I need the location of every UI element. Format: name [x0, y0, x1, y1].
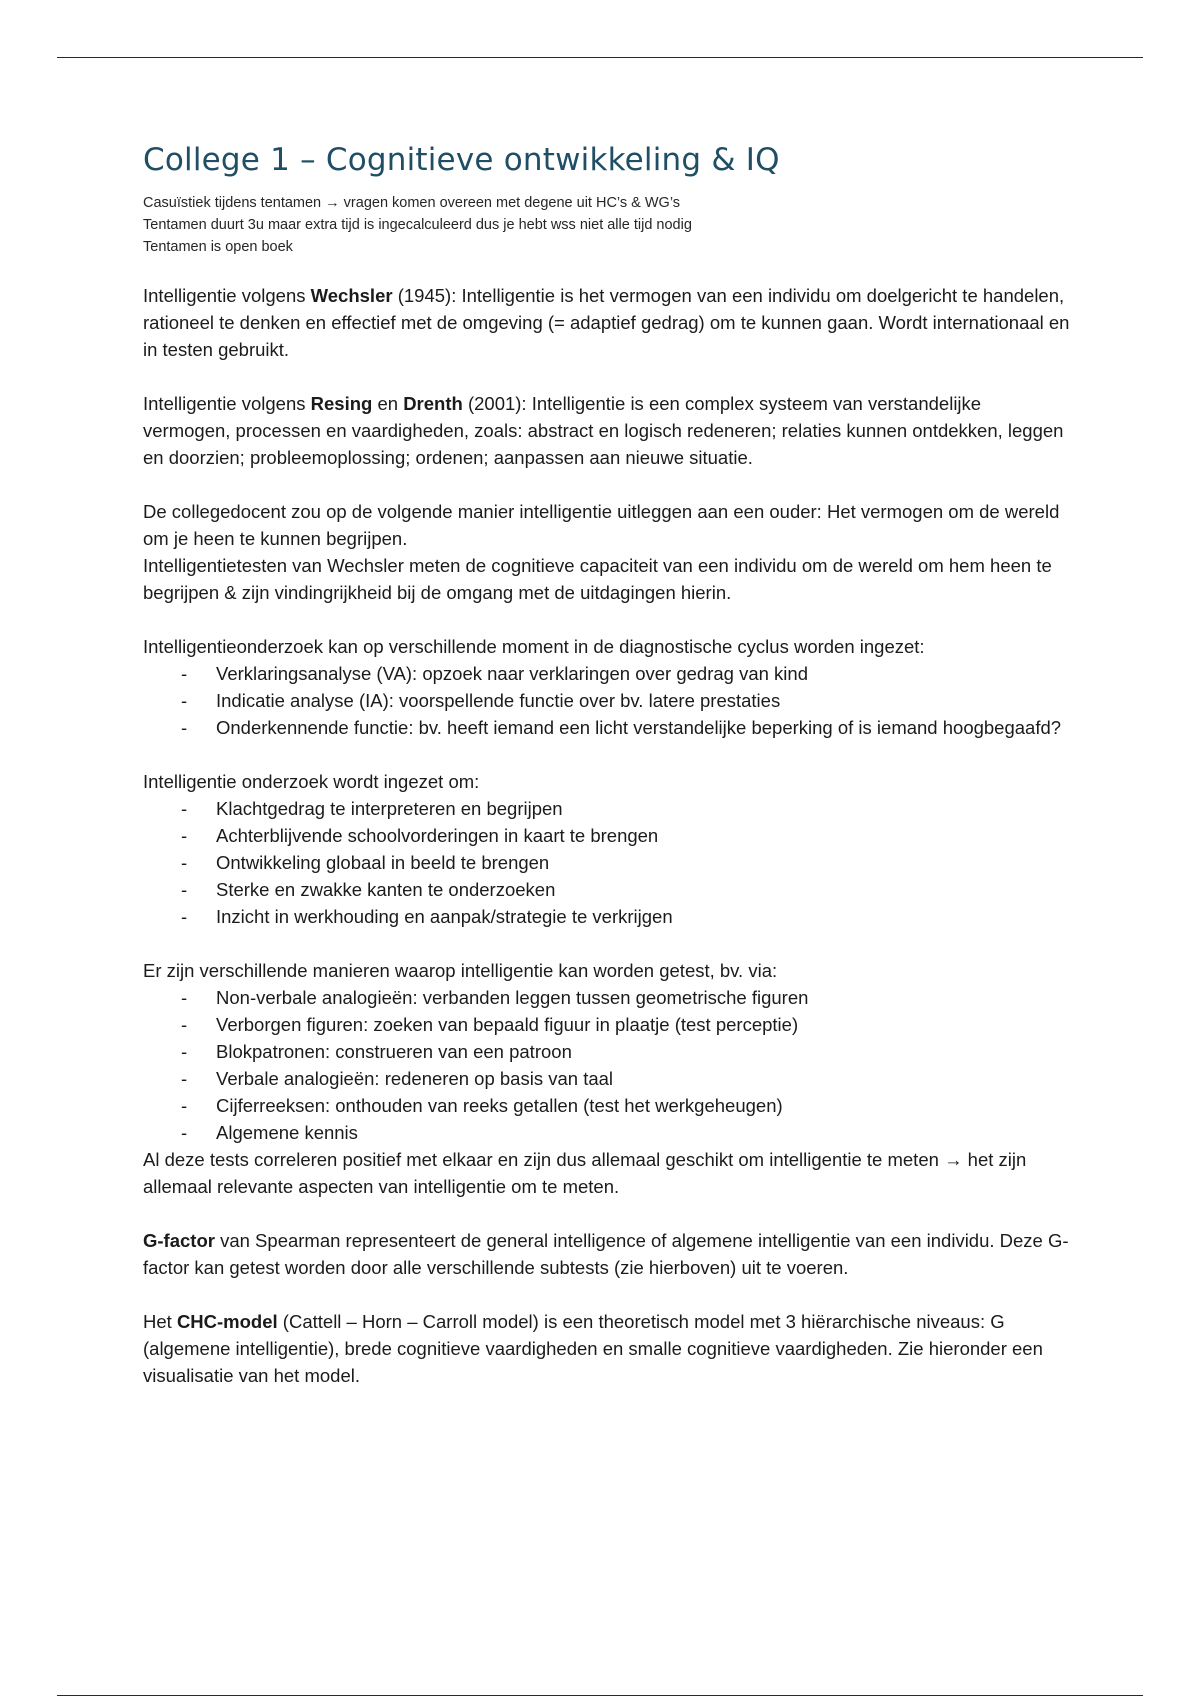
- exam-note: Casuïstiek tijdens tentamen → vragen komen overeen met degene uit HC’s & WG’s: [143, 195, 681, 211]
- document-page: [143, 140, 1073, 1416]
- resing-name: Resing: [310, 393, 373, 414]
- list-item: - Onderkennende functie: bv. heeft iemand een licht verstandelijke beperking of is iemand hoogbegaafd?: [181, 717, 1062, 738]
- chc-model-term: CHC-model: [176, 1311, 278, 1332]
- exam-note: Tentamen is open boek: [143, 239, 293, 255]
- drenth-name: Drenth: [403, 393, 463, 414]
- methods-intro: Er zijn verschillende manieren waarop intelligentie kan worden getest, bv. via:: [143, 960, 778, 981]
- list-item: - Inzicht in werkhouding en aanpak/strategie te verkrijgen: [181, 906, 673, 927]
- exam-note: Tentamen duurt 3u maar extra tijd is ingecalculeerd dus je hebt wss niet alle tijd nodig: [143, 217, 692, 233]
- list-item: - Verklaringsanalyse (VA): opzoek naar verklaringen over gedrag van kind: [181, 663, 808, 684]
- resing-drenth-definition: Intelligentie volgens Resing en Drenth (2001): Intelligentie is een complex systeem van verstandelijke vermogen, processen en vaardigheden, zoals: abstract en logisch redeneren; relaties kunnen ontdekken, leggen en doorzien; probleemoplossing; ordenen; aanpassen aan nieuwe situatie.: [143, 393, 1064, 468]
- page-title: College 1 – Cognitieve ontwikkeling & IQ: [143, 142, 780, 178]
- list-item: - Cijferreeksen: onthouden van reeks getallen (test het werkgeheugen): [181, 1095, 783, 1116]
- list-item: - Non-verbale analogieën: verbanden leggen tussen geometrische figuren: [181, 987, 809, 1008]
- footer-rule: [57, 1695, 1143, 1696]
- list-item: - Indicatie analyse (IA): voorspellende functie over bv. latere prestaties: [181, 690, 781, 711]
- list-item: - Algemene kennis: [181, 1122, 358, 1143]
- list-item: - Blokpatronen: construeren van een patroon: [181, 1041, 572, 1062]
- methods-list: [143, 984, 1073, 1146]
- g-factor-term: G-factor: [143, 1230, 215, 1251]
- purpose-intro: Intelligentie onderzoek wordt ingezet om:: [143, 771, 480, 792]
- methods-conclusion: Al deze tests correleren positief met elkaar en zijn dus allemaal geschikt om intelligentie te meten → het zijn allemaal relevante aspecten van intelligentie om te meten.: [143, 1149, 1027, 1197]
- docent-explanation: De collegedocent zou op de volgende manier intelligentie uitleggen aan een ouder: Het vermogen om de wereld om je heen te kunnen begrijpen.: [143, 501, 1060, 549]
- purpose-list: [143, 795, 1073, 930]
- list-item: - Verbale analogieën: redeneren op basis van taal: [181, 1068, 614, 1089]
- list-item: - Achterblijvende schoolvorderingen in kaart te brengen: [181, 825, 659, 846]
- chc-model-paragraph: Het CHC-model (Cattell – Horn – Carroll model) is een theoretisch model met 3 hiërarchische niveaus: G (algemene intelligentie), brede cognitieve vaardigheden en smalle cognitieve vaardigheden. Zie hieronder een visualisatie van het model.: [143, 1311, 1043, 1386]
- wechsler-definition: Intelligentie volgens Wechsler (1945): Intelligentie is het vermogen van een individu om doelgericht te handelen, rationeel te denken en effectief met de omgeving (= adaptief gedrag) om te kunnen gaan. Wordt internationaal en in testen gebruikt.: [143, 285, 1070, 360]
- cycle-intro: Intelligentieonderzoek kan op verschillende moment in de diagnostische cyclus worden ingezet:: [143, 636, 925, 657]
- wechsler-name: Wechsler: [310, 285, 393, 306]
- list-item: - Verborgen figuren: zoeken van bepaald figuur in plaatje (test perceptie): [181, 1014, 799, 1035]
- g-factor-paragraph: G-factor van Spearman representeert de general intelligence of algemene intelligentie van een individu. Deze G-factor kan getest worden door alle verschillende subtests (zie hierboven) uit te voeren.: [143, 1230, 1069, 1278]
- list-item: - Sterke en zwakke kanten te onderzoeken: [181, 879, 556, 900]
- wechsler-tests-paragraph: Intelligentietesten van Wechsler meten de cognitieve capaciteit van een individu om de wereld om hem heen te begrijpen & zijn vindingrijkheid bij de omgang met de uitdagingen hierin.: [143, 555, 1052, 603]
- list-item: - Ontwikkeling globaal in beeld te brengen: [181, 852, 550, 873]
- cycle-list: [143, 660, 1073, 741]
- exam-notes: [143, 192, 1073, 258]
- header-rule: [57, 57, 1143, 58]
- list-item: - Klachtgedrag te interpreteren en begrijpen: [181, 798, 563, 819]
